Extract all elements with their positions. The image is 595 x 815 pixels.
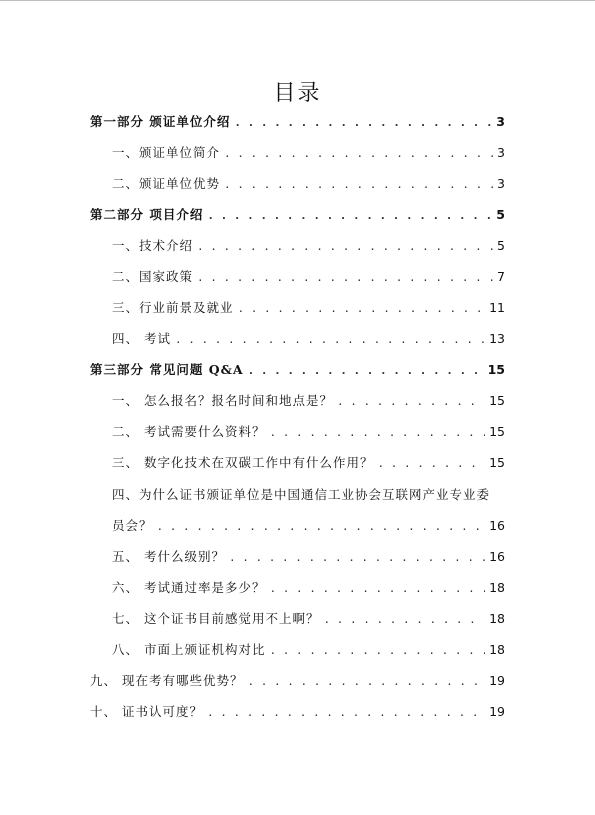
dot-leader: [207, 206, 492, 226]
dot-leader: [248, 361, 484, 381]
toc-entry-label: 第二部分 项目介绍: [90, 207, 204, 222]
toc-entry[interactable]: [0, 422, 595, 442]
toc-entry-label: 八、 市面上颁证机构对比: [112, 642, 266, 657]
toc-entry-label: 一、技术介绍: [112, 238, 194, 253]
toc-entry-label: 五、 考什么级别？: [112, 549, 225, 564]
dot-leader: [238, 299, 486, 319]
toc-entry-label: 一、颁证单位简介: [112, 145, 221, 160]
toc-entry-label: 二、颁证单位优势: [112, 176, 221, 191]
toc-entry[interactable]: [0, 578, 595, 598]
dot-leader: [234, 113, 492, 133]
toc-entry[interactable]: [0, 609, 595, 629]
page-title: 目录: [273, 81, 322, 106]
toc-entry[interactable]: [0, 267, 595, 287]
dot-leader: [224, 175, 493, 195]
toc-page-number: 13: [489, 331, 505, 346]
toc-entry-part-2[interactable]: [0, 205, 595, 225]
toc-page-number: 15: [489, 393, 505, 408]
toc-entry-label: 四、 考试: [112, 331, 171, 346]
dot-leader: [197, 268, 493, 288]
toc-entry-label: 员会？: [112, 518, 153, 533]
toc-page-number: 19: [489, 704, 505, 719]
dot-leader: [157, 517, 486, 537]
dot-leader: [377, 454, 485, 474]
toc-entry[interactable]: [0, 143, 595, 163]
toc-page-number: 3: [497, 145, 505, 160]
dot-leader: [229, 548, 485, 568]
toc-entry-part-3[interactable]: [0, 360, 595, 380]
dot-leader: [207, 703, 485, 723]
toc-page-number: 18: [489, 642, 505, 657]
toc-entry-label: 二、 考试需要什么资料？: [112, 424, 266, 439]
toc-entry[interactable]: [0, 702, 595, 722]
toc-page-number: 11: [489, 300, 505, 315]
toc-page-number: 18: [489, 611, 505, 626]
toc-entry-label: 三、 数字化技术在双碳工作中有什么作用？: [112, 455, 374, 470]
toc-entry-continued[interactable]: [0, 516, 595, 536]
toc-entry-label: 十、 证书认可度？: [90, 704, 203, 719]
toc-page-number: 5: [497, 238, 505, 253]
toc-entry[interactable]: [0, 174, 595, 194]
toc-entry[interactable]: [0, 453, 595, 473]
dot-leader: [224, 144, 493, 164]
toc-page-number: 16: [489, 549, 505, 564]
toc-page-number: 19: [489, 673, 505, 688]
dot-leader: [197, 237, 493, 257]
dot-leader: [269, 579, 485, 599]
dot-leader: [323, 610, 485, 630]
toc-entry[interactable]: [0, 547, 595, 567]
toc-entry-label: 六、 考试通过率是多少？: [112, 580, 266, 595]
dot-leader: [175, 330, 485, 350]
toc-page-number: 18: [489, 580, 505, 595]
toc-entry-label: 四、为什么证书颁证单位是中国通信工业协会互联网产业专业委: [112, 487, 491, 502]
toc-entry[interactable]: [0, 671, 595, 691]
toc-entry[interactable]: [0, 391, 595, 411]
dot-leader: [269, 641, 485, 661]
dot-leader: [269, 423, 485, 443]
toc-entry-label: 第三部分 常见问题 Q&A: [90, 362, 244, 377]
toc-entry[interactable]: [0, 485, 595, 505]
toc-page-number: 5: [496, 207, 505, 222]
toc-entry[interactable]: [0, 329, 595, 349]
dot-leader: [247, 672, 485, 692]
toc-entry-part-1[interactable]: [0, 112, 595, 132]
toc-page-number: 15: [487, 362, 505, 377]
toc-page-number: 15: [489, 424, 505, 439]
toc-entry-label: 七、 这个证书目前感觉用不上啊？: [112, 611, 320, 626]
toc-entry[interactable]: [0, 640, 595, 660]
toc-page-number: 16: [489, 518, 505, 533]
toc-entry-label: 第一部分 颁证单位介绍: [90, 114, 231, 129]
dot-leader: [337, 392, 485, 412]
toc-page-number: 15: [489, 455, 505, 470]
toc-entry-label: 三、行业前景及就业: [112, 300, 234, 315]
toc-entry[interactable]: [0, 298, 595, 318]
toc-page-number: 7: [497, 269, 505, 284]
toc-entry-label: 二、国家政策: [112, 269, 194, 284]
toc-entry-label: 一、 怎么报名？报名时间和地点是？: [112, 393, 333, 408]
toc-entry-label: 九、 现在考有哪些优势？: [90, 673, 244, 688]
toc-entry[interactable]: [0, 236, 595, 256]
toc-page-number: 3: [496, 114, 505, 129]
toc-page-number: 3: [497, 176, 505, 191]
